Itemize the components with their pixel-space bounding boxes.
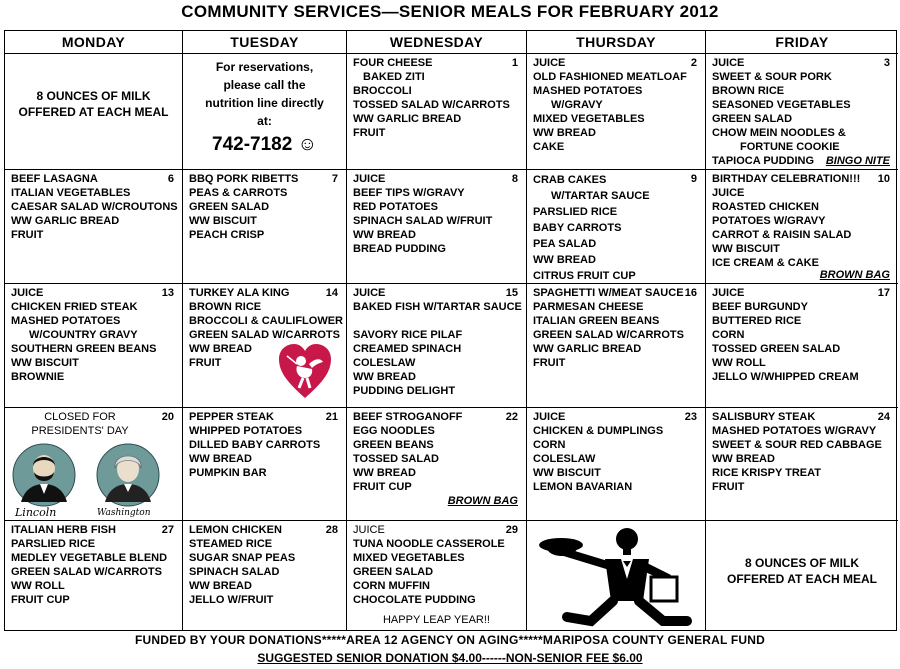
day-number: 7 bbox=[331, 173, 338, 185]
cell-week4-thursday bbox=[527, 408, 706, 521]
day-number: 2 bbox=[690, 57, 697, 69]
menu-item: SAVORY RICE PILAF bbox=[353, 329, 463, 341]
menu-item: PEAS & CARROTS bbox=[189, 187, 288, 199]
menu-item: W/TARTAR SAUCE bbox=[551, 190, 650, 202]
menu-item: TURKEY ALA KING bbox=[189, 287, 290, 299]
menu-item: PUMPKIN BAR bbox=[189, 467, 267, 479]
menu-item: STEAMED RICE bbox=[189, 538, 273, 550]
cell-week1-thursday bbox=[527, 54, 706, 170]
day-number: 15 bbox=[505, 287, 518, 299]
menu-item: SPINACH SALAD bbox=[189, 566, 280, 578]
menu-item: BEEF STROGANOFF bbox=[353, 411, 463, 423]
menu-item: BROCCOLI & CAULIFLOWER bbox=[189, 315, 343, 327]
menu-item: PARSLIED RICE bbox=[11, 538, 96, 550]
cell-week5-thursday bbox=[527, 521, 706, 630]
cell-week5-tuesday bbox=[183, 521, 347, 630]
menu-item: BEEF BURGUNDY bbox=[712, 301, 808, 313]
cell-week1-monday bbox=[5, 54, 183, 170]
cell-week3-tuesday bbox=[183, 284, 347, 408]
funding-footer: FUNDED BY YOUR DONATIONS*****AREA 12 AGENCY ON AGING*****MARIPOSA COUNTY GENERAL FUND bbox=[135, 633, 765, 647]
menu-item: BAKED ZITI bbox=[363, 71, 425, 83]
day-number: 16 bbox=[684, 287, 697, 299]
menu-item: BBQ PORK RIBETTS bbox=[189, 173, 299, 185]
menu-item: SALISBURY STEAK bbox=[712, 411, 816, 423]
cell-week2-wednesday bbox=[347, 170, 527, 284]
day-number: 20 bbox=[161, 411, 174, 423]
cell-week2-friday bbox=[706, 170, 898, 284]
menu-item: GREEN SALAD W/CARROTS bbox=[189, 329, 340, 341]
day-number: 9 bbox=[690, 173, 697, 185]
menu-item: WW BREAD bbox=[533, 127, 596, 139]
day-number: 14 bbox=[325, 287, 338, 299]
cell-week4-friday bbox=[706, 408, 898, 521]
menu-item: CHOCOLATE PUDDING bbox=[353, 594, 476, 606]
cell-week2-tuesday bbox=[183, 170, 347, 284]
menu-item: FRUIT bbox=[189, 357, 222, 369]
reservation-line1: For reservations, bbox=[215, 60, 314, 74]
menu-item: FRUIT bbox=[353, 127, 386, 139]
menu-item: WW BISCUIT bbox=[189, 215, 257, 227]
menu-item: WW BREAD bbox=[189, 453, 252, 465]
cell-week5-wednesday bbox=[347, 521, 527, 630]
day-number: 22 bbox=[505, 411, 518, 423]
menu-item: LEMON CHICKEN bbox=[189, 524, 282, 536]
menu-item: PEACH CRISP bbox=[189, 229, 265, 241]
menu-item: FRUIT bbox=[533, 357, 566, 369]
header-friday: FRIDAY bbox=[706, 31, 898, 54]
menu-item: CARROT & RAISIN SALAD bbox=[712, 229, 852, 241]
reservation-line3: nutrition line directly bbox=[205, 96, 324, 110]
leap-year-note: HAPPY LEAP YEAR!! bbox=[382, 614, 490, 626]
day-number: 27 bbox=[161, 524, 174, 536]
menu-item: MASHED POTATOES W/GRAVY bbox=[712, 425, 877, 437]
bingo-night-note: BINGO NITE bbox=[825, 155, 890, 167]
menu-item: CHOW MEIN NOODLES & bbox=[712, 127, 846, 139]
milk-note-line2: OFFERED AT EACH MEAL bbox=[727, 572, 877, 586]
reservation-line2: please call the bbox=[223, 78, 306, 92]
menu-item: MASHED POTATOES bbox=[11, 315, 121, 327]
menu-item: CRAB CAKES bbox=[533, 174, 607, 186]
menu-item: PARMESAN CHEESE bbox=[533, 301, 644, 313]
lincoln-signature: Lincoln bbox=[15, 506, 57, 519]
menu-item: OLD FASHIONED MEATLOAF bbox=[533, 71, 687, 83]
menu-item: TAPIOCA PUDDING bbox=[712, 155, 815, 167]
menu-item: FOUR CHEESE bbox=[353, 57, 433, 69]
menu-item: CAESAR SALAD W/CROUTONS bbox=[11, 201, 178, 213]
menu-item: FORTUNE COOKIE bbox=[740, 141, 840, 153]
day-number: 3 bbox=[883, 57, 890, 69]
meal-calendar bbox=[4, 30, 897, 631]
menu-item: TOSSED SALAD W/CARROTS bbox=[353, 99, 510, 111]
menu-item: MIXED VEGETABLES bbox=[353, 552, 465, 564]
menu-item: ITALIAN VEGETABLES bbox=[11, 187, 131, 199]
menu-item: TUNA NOODLE CASSEROLE bbox=[353, 538, 505, 550]
menu-item: FRUIT bbox=[712, 481, 745, 493]
menu-item: BABY CARROTS bbox=[533, 222, 622, 234]
menu-item: WW BREAD bbox=[353, 371, 416, 383]
menu-item: SPAGHETTI W/MEAT SAUCE bbox=[533, 287, 684, 299]
menu-item: BEEF LASAGNA bbox=[11, 173, 98, 185]
menu-item: JELLO W/WHIPPED CREAM bbox=[712, 371, 859, 383]
menu-item: JUICE bbox=[712, 287, 745, 299]
menu-item: SWEET & SOUR RED CABBAGE bbox=[712, 439, 882, 451]
menu-item: JUICE bbox=[712, 57, 745, 69]
menu-item: CREAMED SPINACH bbox=[353, 343, 462, 355]
menu-item: WW GARLIC BREAD bbox=[533, 343, 642, 355]
menu-item: WW BREAD bbox=[712, 453, 775, 465]
menu-item: FRUIT CUP bbox=[11, 594, 70, 606]
menu-item: WW GARLIC BREAD bbox=[11, 215, 120, 227]
menu-item: BROWN RICE bbox=[189, 301, 262, 313]
washington-portrait-icon bbox=[95, 442, 161, 508]
cell-week3-monday bbox=[5, 284, 183, 408]
cell-week5-friday bbox=[706, 521, 898, 630]
menu-item: WW BREAD bbox=[353, 229, 416, 241]
menu-item: JUICE bbox=[533, 57, 566, 69]
cell-week4-wednesday bbox=[347, 408, 527, 521]
menu-item: ICE CREAM & CAKE bbox=[712, 257, 819, 269]
cell-week3-friday bbox=[706, 284, 898, 408]
menu-item: PEPPER STEAK bbox=[189, 411, 274, 423]
closed-note-line1: CLOSED FOR bbox=[44, 411, 116, 423]
menu-item: LEMON BAVARIAN bbox=[533, 481, 633, 493]
cell-week1-wednesday bbox=[347, 54, 527, 170]
menu-item: CORN MUFFIN bbox=[353, 580, 430, 592]
day-number: 29 bbox=[505, 524, 518, 536]
menu-item: JUICE bbox=[533, 411, 566, 423]
menu-item: ITALIAN HERB FISH bbox=[11, 524, 116, 536]
menu-item: CHICKEN & DUMPLINGS bbox=[533, 425, 664, 437]
washington-signature: Washington bbox=[97, 508, 151, 518]
brown-bag-note: BROWN BAG bbox=[819, 269, 890, 281]
menu-item: PEA SALAD bbox=[533, 238, 597, 250]
menu-item: WW ROLL bbox=[712, 357, 766, 369]
menu-item: EGG NOODLES bbox=[353, 425, 435, 437]
donation-footer: SUGGESTED SENIOR DONATION $4.00------NON-SENIOR FEE $6.00 bbox=[257, 651, 643, 665]
cupid-heart-icon bbox=[277, 342, 333, 400]
menu-item: COLESLAW bbox=[533, 453, 596, 465]
menu-item: MIXED VEGETABLES bbox=[533, 113, 645, 125]
brown-bag-note: BROWN BAG bbox=[447, 495, 518, 507]
menu-item: BROWN RICE bbox=[712, 85, 785, 97]
menu-item: GREEN SALAD W/CARROTS bbox=[11, 566, 162, 578]
menu-item: BIRTHDAY CELEBRATION!!! bbox=[712, 173, 861, 185]
menu-item: JUICE bbox=[353, 173, 386, 185]
menu-item: FRUIT bbox=[11, 229, 44, 241]
menu-item: CITRUS FRUIT CUP bbox=[533, 270, 636, 282]
milk-note-line1: 8 OUNCES OF MILK bbox=[36, 89, 151, 103]
cell-week1-tuesday bbox=[183, 54, 347, 170]
reservation-line4: at: bbox=[257, 114, 272, 128]
menu-item: MASHED POTATOES bbox=[533, 85, 643, 97]
cell-week2-thursday bbox=[527, 170, 706, 284]
menu-item: GREEN BEANS bbox=[353, 439, 434, 451]
menu-item: JUICE bbox=[353, 524, 385, 536]
menu-item: SOUTHERN GREEN BEANS bbox=[11, 343, 157, 355]
day-number: 13 bbox=[161, 287, 174, 299]
menu-item: CAKE bbox=[533, 141, 565, 153]
menu-item: PUDDING DELIGHT bbox=[353, 385, 456, 397]
menu-item: POTATOES W/GRAVY bbox=[712, 215, 826, 227]
menu-item: WW BREAD bbox=[533, 254, 596, 266]
menu-item: BROCCOLI bbox=[353, 85, 412, 97]
menu-item: W/GRAVY bbox=[551, 99, 603, 111]
menu-item: TOSSED GREEN SALAD bbox=[712, 343, 841, 355]
day-number: 17 bbox=[877, 287, 890, 299]
menu-item: BUTTERED RICE bbox=[712, 315, 802, 327]
menu-item: MEDLEY VEGETABLE BLEND bbox=[11, 552, 168, 564]
menu-item: BAKED FISH W/TARTAR SAUCE bbox=[353, 301, 522, 313]
day-number: 24 bbox=[877, 411, 890, 423]
menu-item: SWEET & SOUR PORK bbox=[712, 71, 832, 83]
cell-week3-wednesday bbox=[347, 284, 527, 408]
menu-item: WW BREAD bbox=[189, 343, 252, 355]
day-number: 10 bbox=[877, 173, 890, 185]
menu-item: COLESLAW bbox=[353, 357, 416, 369]
menu-item: WW BISCUIT bbox=[712, 243, 780, 255]
menu-item: SPINACH SALAD W/FRUIT bbox=[353, 215, 493, 227]
menu-item: CORN bbox=[712, 329, 745, 341]
day-number: 6 bbox=[167, 173, 174, 185]
menu-item: GREEN SALAD bbox=[189, 201, 270, 213]
waiter-clipart-icon bbox=[537, 525, 697, 627]
cell-week1-friday bbox=[706, 54, 898, 170]
menu-item: GREEN SALAD W/CARROTS bbox=[533, 329, 684, 341]
closed-note-line2: PRESIDENTS' DAY bbox=[31, 425, 129, 437]
menu-item: DILLED BABY CARROTS bbox=[189, 439, 321, 451]
menu-item: WW BISCUIT bbox=[11, 357, 79, 369]
day-number: 23 bbox=[684, 411, 697, 423]
menu-item: JELLO W/FRUIT bbox=[189, 594, 274, 606]
reservation-phone: 742-7182 ☺ bbox=[212, 134, 317, 155]
menu-item: BROWNIE bbox=[11, 371, 65, 383]
header-monday: MONDAY bbox=[5, 31, 183, 54]
menu-item: W/COUNTRY GRAVY bbox=[29, 329, 138, 341]
day-number: 28 bbox=[325, 524, 338, 536]
cell-week4-monday bbox=[5, 408, 183, 521]
menu-item-spacer bbox=[353, 314, 520, 328]
menu-item: BEEF TIPS W/GRAVY bbox=[353, 187, 465, 199]
cell-week2-monday bbox=[5, 170, 183, 284]
cell-week5-monday bbox=[5, 521, 183, 630]
menu-item: GREEN SALAD bbox=[353, 566, 434, 578]
menu-item: GREEN SALAD bbox=[712, 113, 793, 125]
day-number: 8 bbox=[511, 173, 518, 185]
menu-item: PARSLIED RICE bbox=[533, 206, 618, 218]
menu-item: ITALIAN GREEN BEANS bbox=[533, 315, 660, 327]
menu-item: RICE KRISPY TREAT bbox=[712, 467, 821, 479]
menu-item: FRUIT CUP bbox=[353, 481, 412, 493]
lincoln-portrait-icon bbox=[11, 442, 77, 508]
menu-item: BREAD PUDDING bbox=[353, 243, 446, 255]
header-tuesday: TUESDAY bbox=[183, 31, 347, 54]
menu-item: RED POTATOES bbox=[353, 201, 438, 213]
menu-item: WHIPPED POTATOES bbox=[189, 425, 303, 437]
menu-item: WW BREAD bbox=[189, 580, 252, 592]
menu-item: WW BISCUIT bbox=[533, 467, 601, 479]
menu-item: JUICE bbox=[353, 287, 386, 299]
menu-item: CHICKEN FRIED STEAK bbox=[11, 301, 138, 313]
menu-item: TOSSED SALAD bbox=[353, 453, 439, 465]
menu-item: CORN bbox=[533, 439, 566, 451]
milk-note-line1: 8 OUNCES OF MILK bbox=[744, 556, 859, 570]
menu-item: WW GARLIC BREAD bbox=[353, 113, 462, 125]
menu-item: JUICE bbox=[712, 187, 745, 199]
menu-item: JUICE bbox=[11, 287, 44, 299]
menu-item: SUGAR SNAP PEAS bbox=[189, 552, 296, 564]
menu-item: WW BREAD bbox=[353, 467, 416, 479]
menu-item: ROASTED CHICKEN bbox=[712, 201, 819, 213]
menu-item: WW ROLL bbox=[11, 580, 65, 592]
header-wednesday: WEDNESDAY bbox=[347, 31, 527, 54]
day-number: 21 bbox=[325, 411, 338, 423]
day-number: 1 bbox=[511, 57, 518, 69]
milk-note-line2: OFFERED AT EACH MEAL bbox=[18, 105, 169, 119]
page-title: COMMUNITY SERVICES—SENIOR MEALS FOR FEBRUARY 2012 bbox=[181, 2, 719, 21]
menu-item: SEASONED VEGETABLES bbox=[712, 99, 851, 111]
cell-week3-thursday bbox=[527, 284, 706, 408]
cell-week4-tuesday bbox=[183, 408, 347, 521]
header-thursday: THURSDAY bbox=[527, 31, 706, 54]
